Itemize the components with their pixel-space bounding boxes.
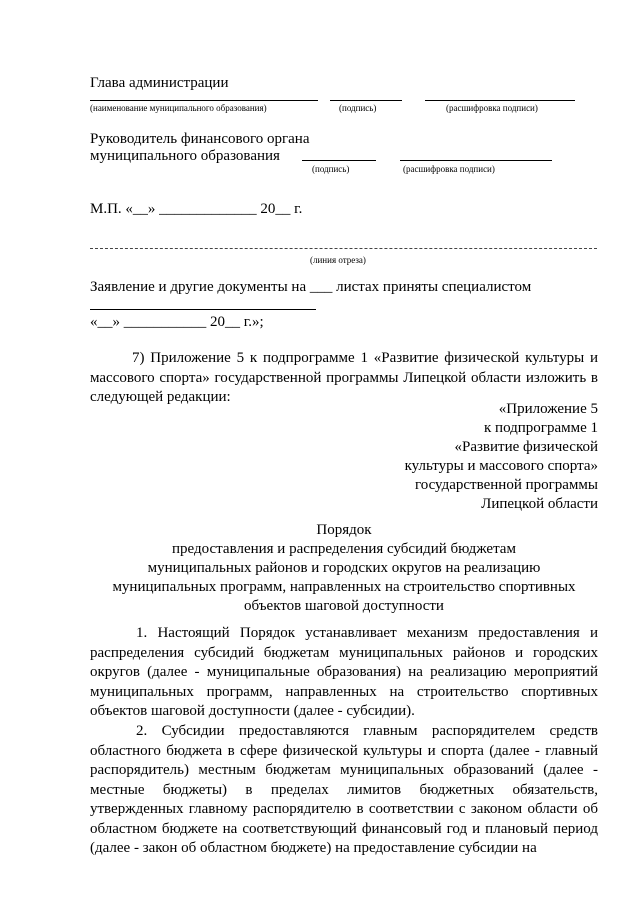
appendix-line: «Приложение 5: [498, 401, 598, 417]
acceptance-date-line: «__» ___________ 20__ г.»;: [90, 314, 264, 330]
stamp-line: М.П. «__» _____________ 20__ г.: [90, 201, 303, 217]
title-block: [90, 521, 598, 616]
acceptance-specialist-line: [90, 309, 316, 310]
head-title: Глава администрации: [90, 75, 229, 91]
head-signature-line: [330, 100, 402, 101]
appendix-header: [405, 400, 598, 514]
paragraph-1: 1. Настоящий Порядок устанавливает механизм предоставления и распределения субсидий бюджетам муниципальных районов и городских округов (далее - муниципальные образования) на реализацию мероприятий муниципальных программ, направленных на строительство спортивных объектов шаговой доступности (далее - субсидии).: [90, 625, 598, 719]
municipality-caption: (наименование муниципального образования): [90, 103, 267, 113]
municipality-line: [90, 100, 318, 101]
finance-title-line1: Руководитель финансового органа: [90, 131, 310, 147]
appendix-line: «Развитие физической: [454, 439, 598, 455]
document-title: Порядок: [316, 522, 372, 538]
appendix-line: Липецкой области: [481, 496, 598, 512]
title-line: муниципальных программ, направленных на строительство спортивных: [112, 579, 576, 595]
appendix-line: к подпрограмме 1: [484, 420, 598, 436]
head-decoding-line: [425, 100, 575, 101]
finance-title-line2: муниципального образования: [90, 148, 280, 164]
acceptance-line1: Заявление и другие документы на ___ листах приняты специалистом: [90, 279, 532, 295]
appendix-line: культуры и массового спорта»: [404, 458, 598, 474]
title-line: предоставления и распределения субсидий бюджетам: [172, 541, 516, 557]
finance-signature-caption: (подпись): [312, 164, 350, 174]
cut-line: [90, 248, 597, 249]
title-line: объектов шаговой доступности: [244, 598, 444, 614]
head-signature-caption: (подпись): [339, 103, 377, 113]
finance-signature-line: [302, 160, 376, 161]
item-7-paragraph: 7) Приложение 5 к подпрограмме 1 «Развитие физической культуры и массового спорта» государственной программы Липецкой области изложить в следующей редакции:: [90, 350, 598, 405]
title-line: муниципальных районов и городских округов на реализацию: [147, 560, 541, 576]
cut-line-caption: (линия отреза): [310, 255, 366, 265]
finance-decoding-caption: (расшифровка подписи): [403, 164, 495, 174]
appendix-line: государственной программы: [414, 477, 598, 493]
head-decoding-caption: (расшифровка подписи): [446, 103, 538, 113]
paragraph-2: 2. Субсидии предоставляются главным распорядителем средств областного бюджета в сфере физической культуры и спорта (далее - главный распорядитель) местным бюджетам муниципальных образований (далее - местные бюджеты) в пределах лимитов бюджетных обязательств, утвержденных главному распорядителю в соответствии с законом области об областном бюджете на соответствующий финансовый год и плановый период (далее - закон об областном бюджете) на предоставление субсидии на: [90, 723, 598, 856]
finance-decoding-line: [400, 160, 552, 161]
